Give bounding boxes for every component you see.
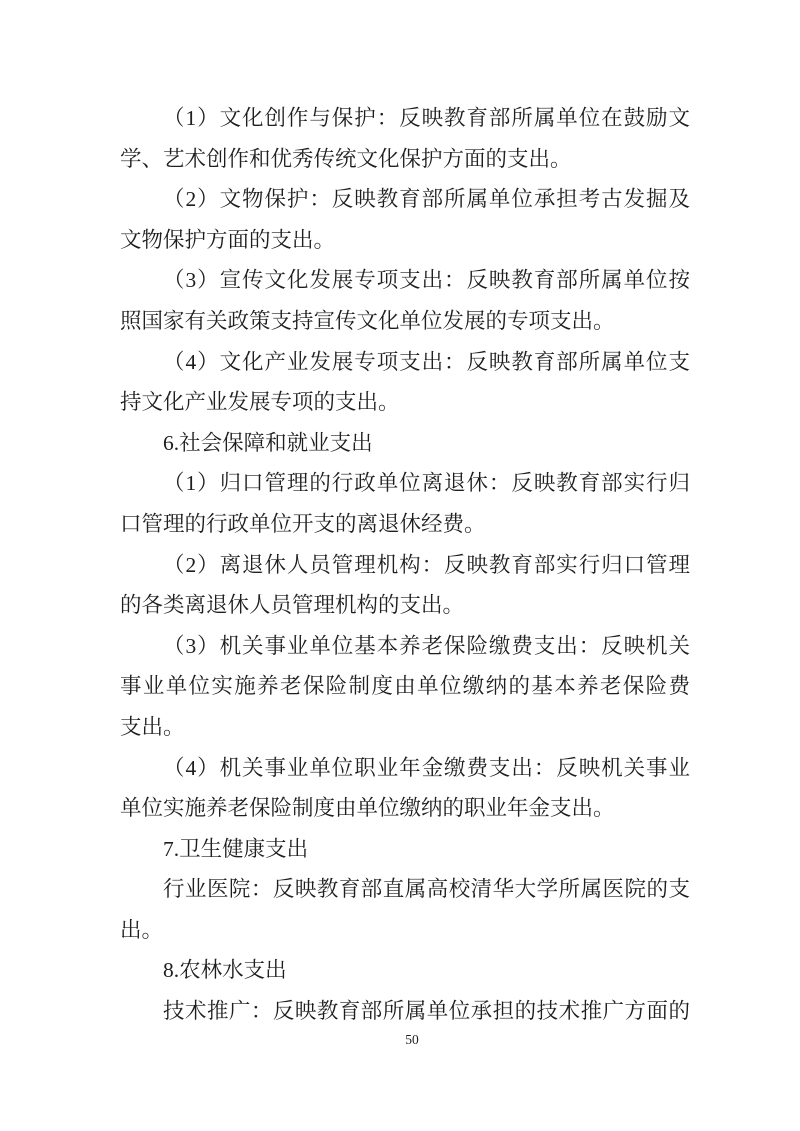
text-line: （1）归口管理的行政单位离退休：反映教育部实行归 — [163, 471, 690, 496]
text-line: （2）离退休人员管理机构：反映教育部实行归口管理 — [163, 552, 690, 577]
text-line: 学、艺术创作和优秀传统文化保护方面的支出。 — [120, 146, 572, 171]
text-line: 口管理的行政单位开支的离退休经费。 — [120, 511, 486, 536]
section-heading: 6.社会保障和就业支出 — [163, 430, 373, 455]
text-line: 事业单位实施养老保险制度由单位缴纳的基本养老保险费 — [120, 674, 690, 699]
text-line: 出。 — [120, 917, 164, 942]
text-line: （3）宣传文化发展专项支出：反映教育部所属单位按 — [163, 268, 690, 293]
section-heading: 7.卫生健康支出 — [163, 836, 309, 861]
text-line: （4）文化产业发展专项支出：反映教育部所属单位支 — [163, 349, 690, 374]
section-heading: 8.农林水支出 — [163, 958, 287, 983]
page-number: 50 — [405, 1032, 419, 1047]
text-line: 持文化产业发展专项的支出。 — [120, 390, 400, 415]
text-line: 照国家有关政策支持宣传文化单位发展的专项支出。 — [120, 308, 615, 333]
document-body — [120, 98, 690, 1032]
text-line: （2）文物保护：反映教育部所属单位承担考古发掘及 — [163, 187, 690, 212]
text-line: 技术推广：反映教育部所属单位承担的技术推广方面的 — [163, 999, 690, 1024]
text-line: （3）机关事业单位基本养老保险缴费支出：反映机关 — [163, 633, 690, 658]
text-line: 支出。 — [120, 714, 185, 739]
text-line: 单位实施养老保险制度由单位缴纳的职业年金支出。 — [120, 796, 615, 821]
page-footer — [12, 1030, 800, 1050]
text-line: （1）文化创作与保护：反映教育部所属单位在鼓励文 — [163, 106, 690, 130]
text-line: 的各类离退休人员管理机构的支出。 — [120, 593, 465, 618]
text-line: （4）机关事业单位职业年金缴费支出：反映机关事业 — [163, 755, 690, 780]
text-line: 文物保护方面的支出。 — [120, 227, 336, 252]
text-line: 行业医院：反映教育部直属高校清华大学所属医院的支 — [163, 877, 690, 902]
